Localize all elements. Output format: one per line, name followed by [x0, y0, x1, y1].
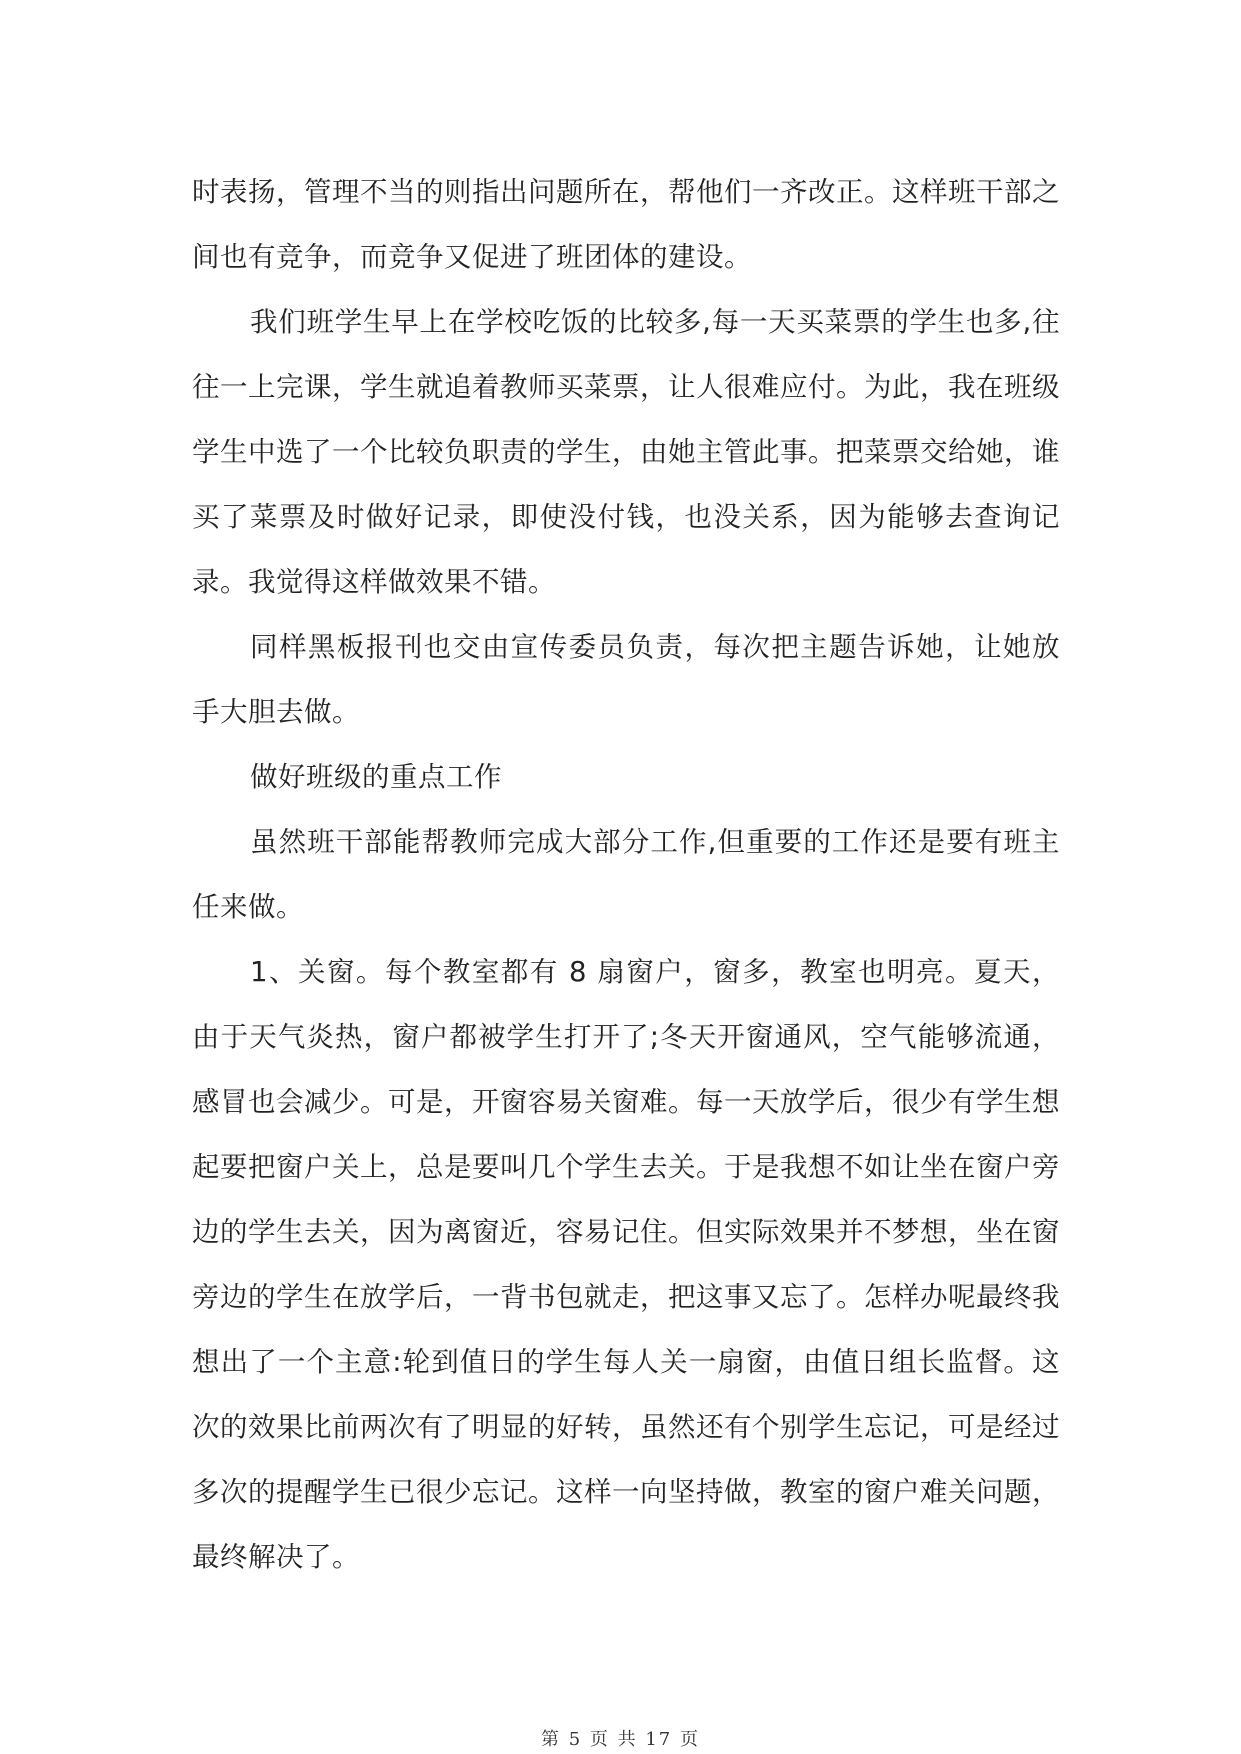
section-heading: 做好班级的重点工作: [250, 761, 502, 793]
paragraph-2: 我们班学生早上在学校吃饭的比较多,每一天买菜票的学生也多,往往一上完课，学生就追着教师买菜票，让人很难应付。为此，我在班级学生中选了一个比较负职责的学生，由她主管此事。把菜票交给她，谁买了菜票及时做好记录，即使没付钱，也没关系，因为能够去查询记录。我觉得这样做效果不错。: [192, 306, 1060, 598]
paragraph-1: 时表扬，管理不当的则指出问题所在，帮他们一齐改正。这样班干部之间也有竞争，而竞争又促进了班团体的建设。: [192, 176, 1060, 273]
page-footer: 第 5 页 共 17 页: [541, 1729, 700, 1750]
paragraph-5: 1、关窗。每个教室都有 8 扇窗户，窗多，教室也明亮。夏天，由于天气炎热，窗户都被学生打开了;冬天开窗通风，空气能够流通，感冒也会减少。可是，开窗容易关窗难。每一天放学后，很少有学生想起要把窗户关上，总是要叫几个学生去关。于是我想不如让坐在窗户旁边的学生去关，因为离窗近，容易记住。但实际效果并不梦想，坐在窗旁边的学生在放学后，一背书包就走，把这事又忘了。怎样办呢最终我想出了一个主意:轮到值日的学生每人关一扇窗，由值日组长监督。这次的效果比前两次有了明显的好转，虽然还有个别学生忘记，可是经过多次的提醒学生已很少忘记。这样一向坚持做，教室的窗户难关问题，最终解决了。: [192, 956, 1060, 1573]
paragraph-4: 虽然班干部能帮教师完成大部分工作,但重要的工作还是要有班主任来做。: [192, 826, 1060, 923]
body-text: [192, 160, 1060, 1590]
paragraph-3: 同样黑板报刊也交由宣传委员负责，每次把主题告诉她，让她放手大胆去做。: [192, 631, 1060, 728]
